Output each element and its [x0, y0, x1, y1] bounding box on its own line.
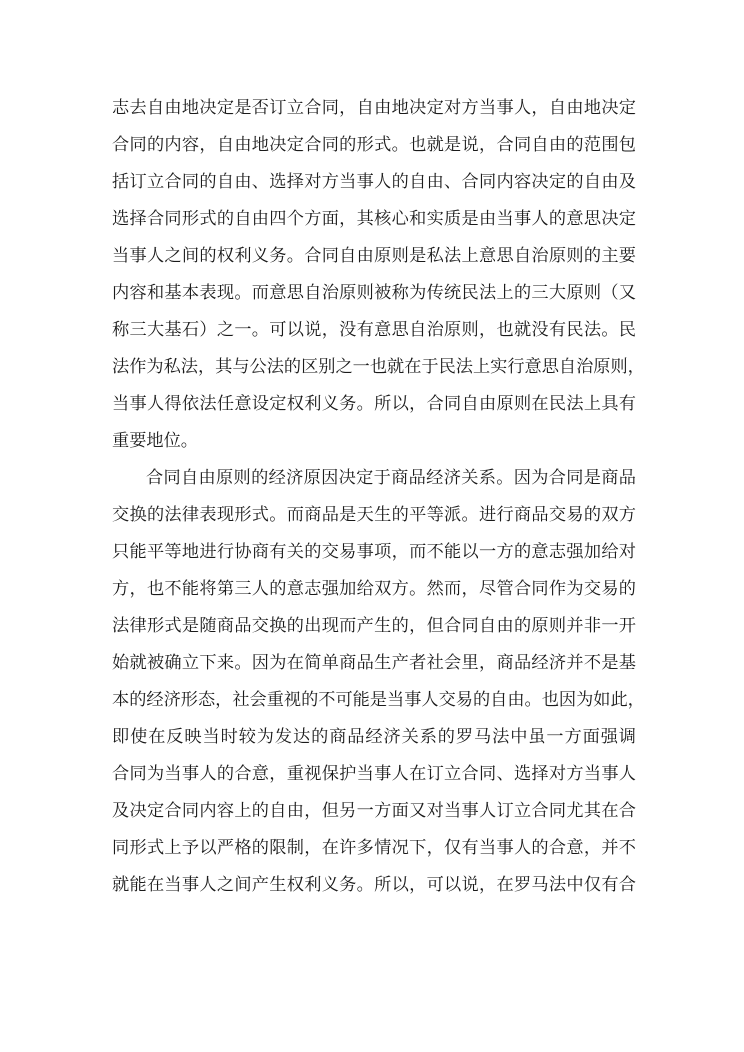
text-line: 只能平等地进行协商有关的交易事项，而不能以一方的意志强加给对 — [112, 542, 636, 562]
text-line: 即使在反映当时较为发达的商品经济关系的罗马法中虽一方面强调 — [112, 727, 636, 747]
text-line: 及决定合同内容上的自由，但另一方面又对当事人订立合同尤其在合 — [112, 801, 636, 821]
text-line: 志去自由地决定是否订立合同，自由地决定对方当事人，自由地决定 — [112, 98, 636, 118]
text-line: 当事人之间的权利义务。合同自由原则是私法上意思自治原则的主要 — [112, 246, 636, 266]
text-line: 当事人得依法任意设定权利义务。所以，合同自由原则在民法上具有 — [112, 394, 636, 414]
text-line: 交换的法律表现形式。而商品是天生的平等派。进行商品交易的双方 — [112, 505, 636, 525]
text-line: 法律形式是随商品交换的出现而产生的，但合同自由的原则并非一开 — [112, 616, 636, 636]
text-line: 就能在当事人之间产生权利义务。所以，可以说，在罗马法中仅有合 — [112, 875, 636, 895]
text-line: 合同为当事人的合意，重视保护当事人在订立合同、选择对方当事人 — [112, 764, 636, 784]
text-line: 合同的内容，自由地决定合同的形式。也就是说，合同自由的范围包 — [112, 135, 636, 155]
text-line: 括订立合同的自由、选择对方当事人的自由、合同内容决定的自由及 — [112, 172, 636, 192]
text-line: 选择合同形式的自由四个方面，其核心和实质是由当事人的意思决定 — [112, 209, 636, 229]
text-line: 本的经济形态，社会重视的不可能是当事人交易的自由。也因为如此， — [112, 690, 645, 710]
text-line: 方，也不能将第三人的意志强加给双方。然而，尽管合同作为交易的 — [112, 579, 636, 599]
text-line: 合同自由原则的经济原因决定于商品经济关系。因为合同是商品 — [146, 468, 636, 488]
text-line: 始就被确立下来。因为在简单商品生产者社会里，商品经济并不是基 — [112, 653, 636, 673]
text-line: 重要地位。 — [112, 431, 198, 451]
text-line: 内容和基本表现。而意思自治原则被称为传统民法上的三大原则（又 — [112, 283, 636, 303]
text-line: 称三大基石）之一。可以说，没有意思自治原则，也就没有民法。民 — [112, 320, 636, 340]
text-line: 同形式上予以严格的限制，在许多情况下，仅有当事人的合意，并不 — [112, 838, 636, 858]
text-line: 法作为私法，其与公法的区别之一也就在于民法上实行意思自治原则， — [112, 357, 645, 377]
